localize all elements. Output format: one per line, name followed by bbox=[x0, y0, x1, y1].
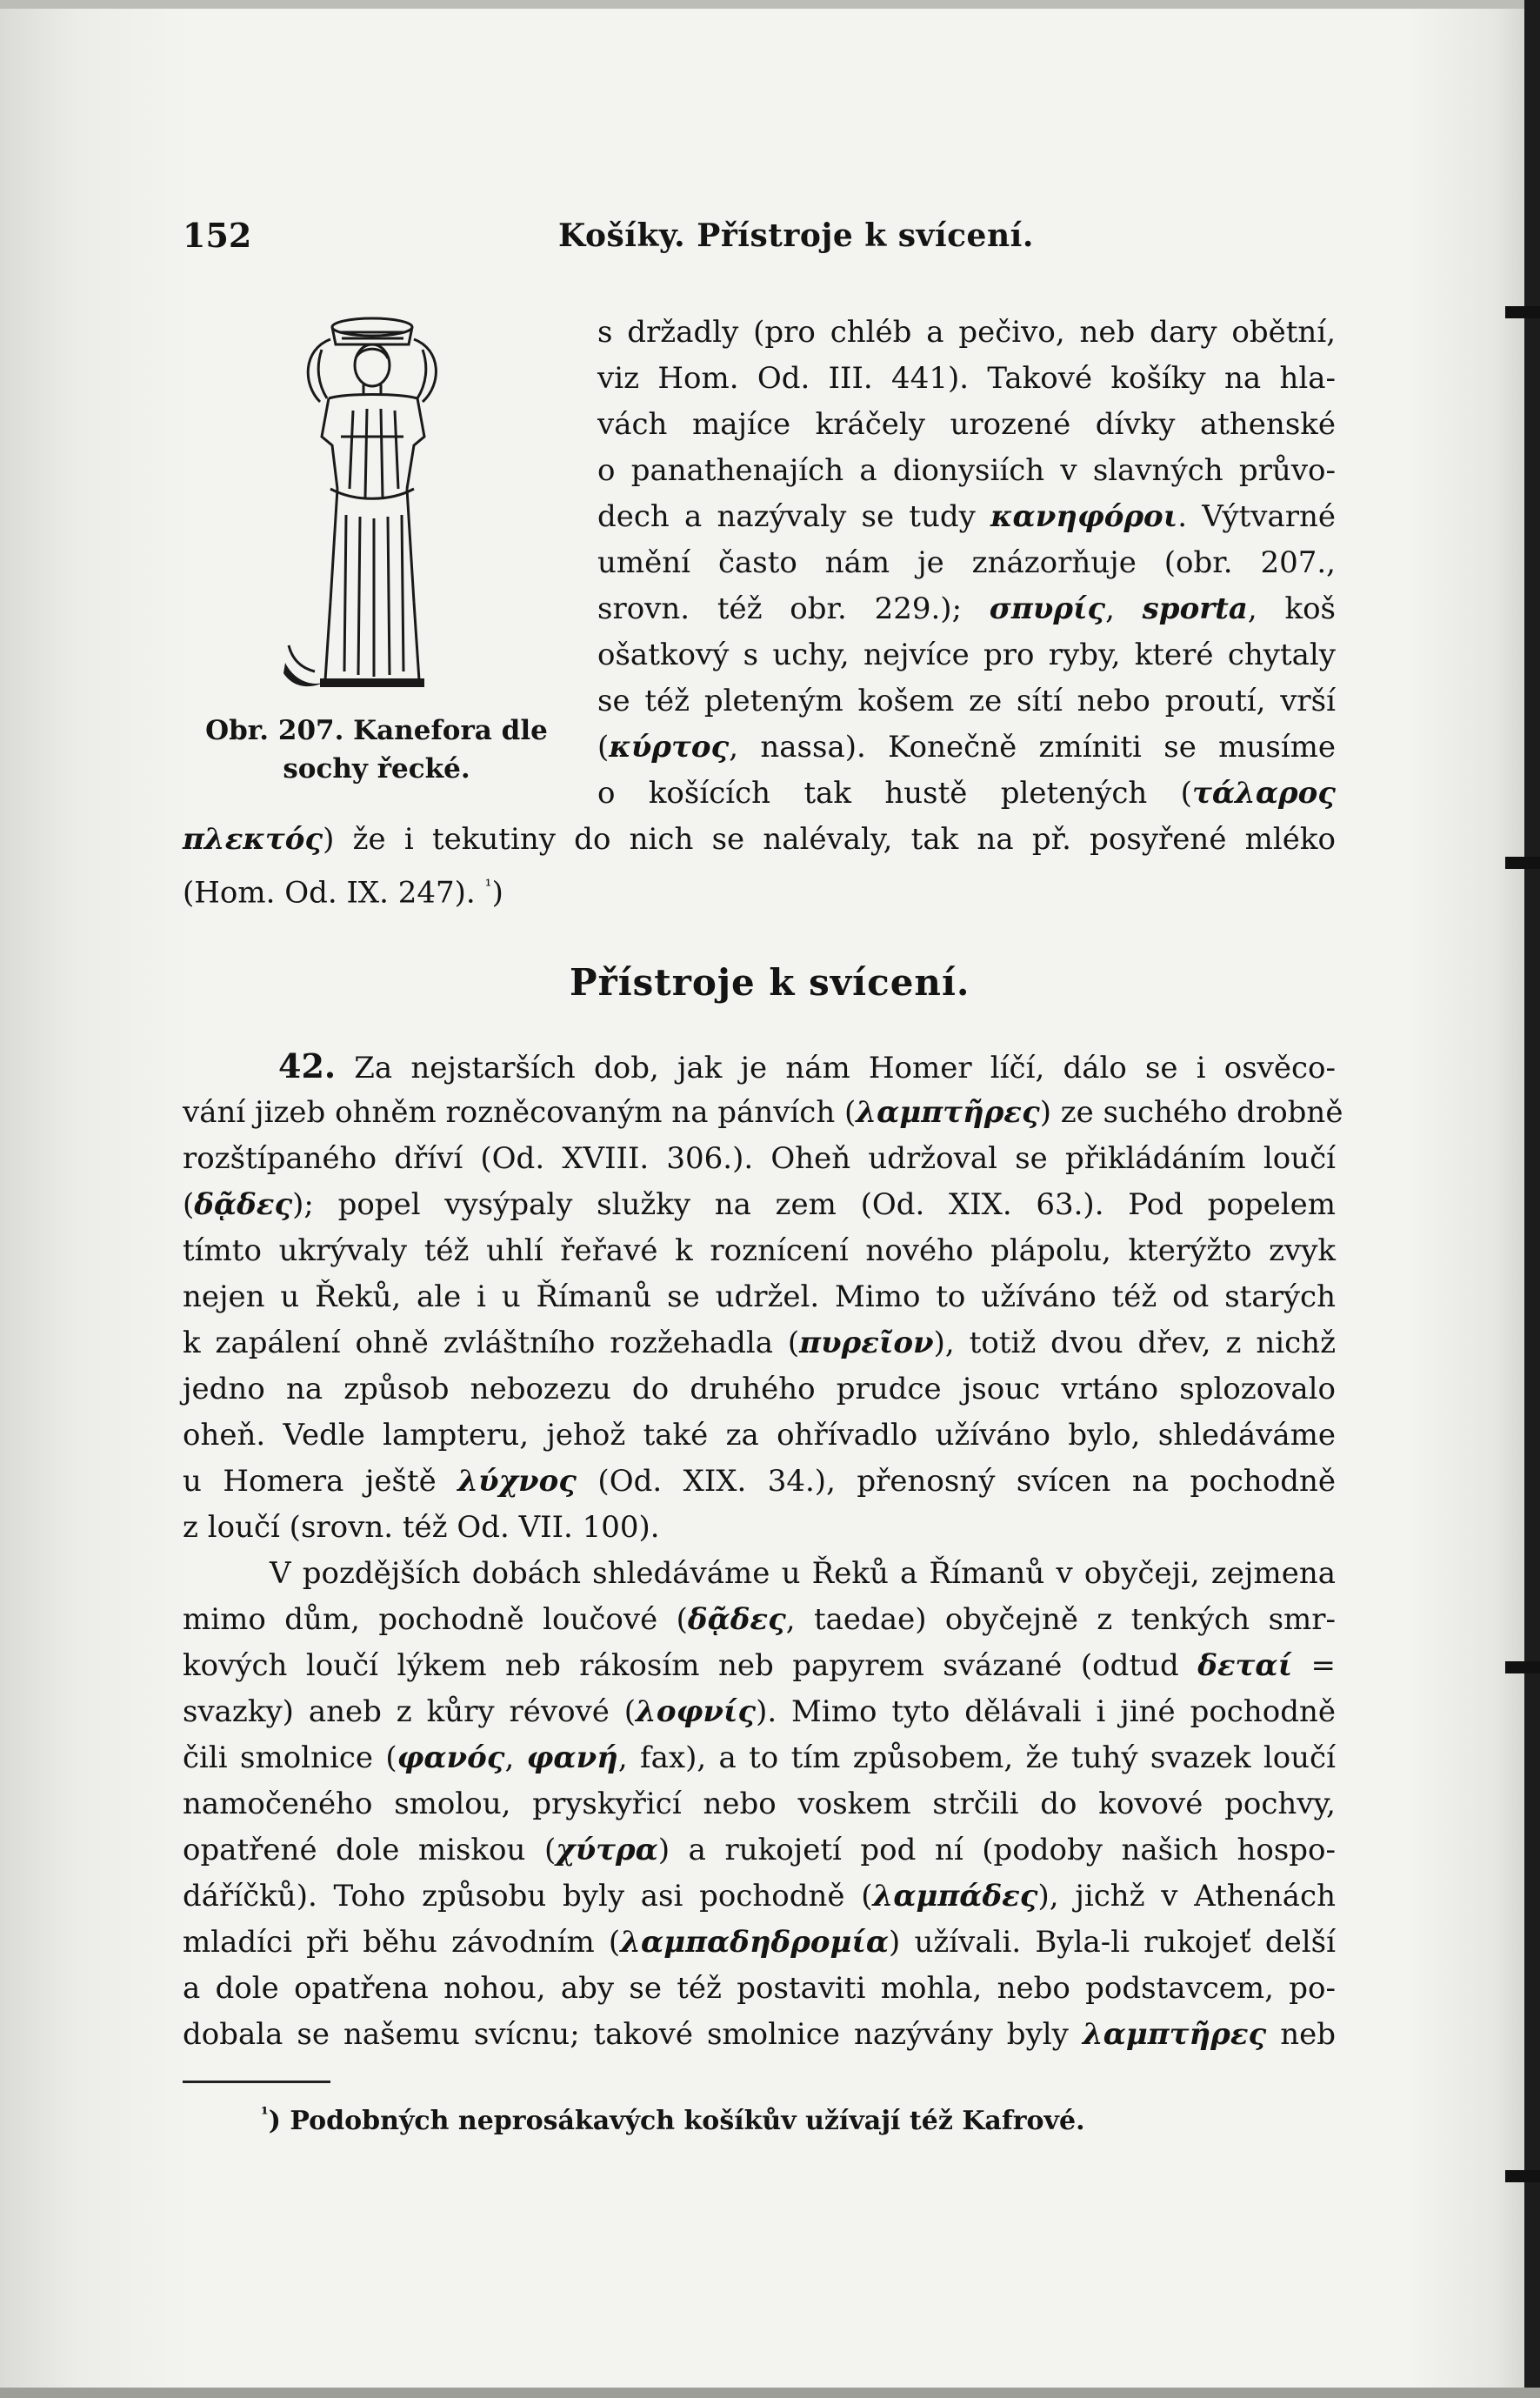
text-line: viz Hom. Od. III. 441). Takové košíky na hla- bbox=[597, 361, 1336, 396]
text-line: o panathenajích a dionysiích v slavných průvo- bbox=[597, 453, 1336, 488]
text-line: jedno na způsob nebozezu do druhého prudce jsouc vrtáno splozovalo bbox=[183, 1372, 1336, 1406]
text-line: rozštípaného dříví (Od. XVIII. 306.). Oheň udržoval se přikládáním loučí bbox=[183, 1141, 1336, 1176]
greek-term: δᾷδες bbox=[687, 1602, 786, 1637]
text-line: mimo dům, pochodně loučové (δᾷδες, taedae) obyčejně z tenkých smr- bbox=[183, 1602, 1337, 1637]
greek-term: φανός bbox=[397, 1740, 505, 1775]
scan-bottom-edge bbox=[0, 2388, 1540, 2398]
text-line: s držadly (pro chléb a pečivo, neb dary obětní, bbox=[597, 315, 1336, 350]
footnote-ref: ¹ bbox=[484, 875, 492, 896]
text-line: a dole opatřena nohou, aby se též postaviti mohla, nebo podstavcem, po- bbox=[183, 1971, 1336, 2006]
text-line: dech a nazývaly se tudy κανηφόροι. Výtvarné bbox=[597, 499, 1336, 534]
greek-term: λοφνίς bbox=[636, 1694, 757, 1729]
greek-term: κύρτος bbox=[609, 730, 730, 765]
greek-term: πλεκτός bbox=[183, 822, 323, 857]
text-line: V pozdějších dobách shledáváme u Řeků a Římanů v obyčeji, zejmena bbox=[270, 1556, 1336, 1591]
kanephora-statue-icon bbox=[277, 315, 468, 698]
figure-caption bbox=[198, 711, 555, 788]
binding-mark bbox=[1505, 857, 1540, 869]
text-line: namočeného smolou, pryskyřicí nebo voskem strčili do kovové pochvy, bbox=[183, 1787, 1336, 1821]
scan-right-edge bbox=[1524, 0, 1540, 2398]
text-line: mladíci při běhu závodním (λαμπαδηδρομία) užívali. Byla-li rukojeť delší bbox=[183, 1925, 1336, 1960]
greek-term: πυρεῖον bbox=[799, 1326, 934, 1360]
scan-top-edge bbox=[0, 0, 1540, 9]
greek-term: δεταί bbox=[1197, 1648, 1293, 1683]
footnote-rule bbox=[183, 2081, 330, 2083]
text-line: u Homera ještě λύχνος (Od. XIX. 34.), přenosný svícen na pochodně bbox=[183, 1464, 1336, 1499]
greek-term: τάλαρος bbox=[1191, 776, 1336, 811]
text-line: (κύρτος, nassa). Konečně zmíniti se musíme bbox=[597, 730, 1336, 765]
page-number: 152 bbox=[183, 216, 252, 255]
text-line: 42. Za nejstarších dob, jak je nám Homer líčí, dálo se i osvěco- bbox=[278, 1046, 1336, 1085]
text-line: kových loučí lýkem neb rákosím neb papyrem svázané (odtud δεταί = bbox=[183, 1648, 1337, 1683]
caption-line: sochy řecké. bbox=[283, 753, 470, 785]
text-line: dáříčků). Toho způsobu byly asi pochodně (λαμπάδες), jichž v Athenách bbox=[183, 1879, 1336, 1914]
greek-term: λαμπαδηδρομία bbox=[620, 1925, 890, 1960]
binding-mark bbox=[1505, 1661, 1540, 1673]
section-title: Přístroje k svícení. bbox=[570, 961, 970, 1004]
text-line: z loučí (srovn. též Od. VII. 100). bbox=[183, 1510, 660, 1545]
latin-term: sporta bbox=[1142, 591, 1248, 626]
greek-term: κανηφόροι bbox=[990, 499, 1178, 534]
greek-term: χύτρα bbox=[556, 1833, 658, 1867]
text-line: k zapálení ohně zvláštního rozžehadla (πυρεῖον), totiž dvou dřev, z nichž bbox=[183, 1326, 1336, 1360]
footnote bbox=[261, 2103, 1085, 2136]
greek-term: λαμπτῆρες bbox=[856, 1095, 1040, 1130]
running-title: Košíky. Přístroje k svícení. bbox=[558, 217, 1034, 254]
footnote-text: ) Podobných neprosákavých košíkův užívají též Kafrové. bbox=[268, 2106, 1085, 2136]
figure-207 bbox=[277, 315, 468, 698]
text-line: opatřené dole miskou (χύτρα) a rukojetí pod ní (podoby našich hospo- bbox=[183, 1833, 1337, 1867]
text-line: oheň. Vedle lampteru, jehož také za ohřívadlo užíváno bylo, shledáváme bbox=[183, 1418, 1336, 1453]
binding-mark bbox=[1505, 2170, 1540, 2182]
text-line: ošatkový s uchy, nejvíce pro ryby, které chytaly bbox=[597, 638, 1336, 672]
caption-line: Obr. 207. Kanefora dle bbox=[205, 715, 548, 746]
text-line: vách majíce kráčely urozené dívky athenské bbox=[597, 407, 1336, 442]
text-line: dobala se našemu svícnu; takové smolnice nazývány byly λαμπτῆρες neb bbox=[183, 2017, 1336, 2052]
binding-mark bbox=[1505, 306, 1540, 318]
text-line: se též pleteným košem ze sítí nebo proutí, vrší bbox=[597, 684, 1336, 718]
greek-term: λύχνος bbox=[457, 1464, 577, 1499]
greek-term: φανή bbox=[526, 1740, 618, 1775]
page-header bbox=[183, 216, 1348, 268]
text-line: čili smolnice (φανός, φανή, fax), a to tím způsobem, že tuhý svazek loučí bbox=[183, 1740, 1336, 1775]
text-line: srovn. též obr. 229.); σπυρίς, sporta, koš bbox=[597, 591, 1336, 626]
paragraph-number: 42. bbox=[278, 1046, 337, 1085]
footnote-marker: ¹ bbox=[261, 2103, 269, 2124]
text-line: vání jizeb ohněm rozněcovaným na pánvích (λαμπτῆρες) ze suchého drobně bbox=[183, 1095, 1343, 1130]
text-line: umění často nám je znázorňuje (obr. 207., bbox=[597, 545, 1336, 580]
text-line: (δᾷδες); popel vysýpaly služky na zem (Od. XIX. 63.). Pod popelem bbox=[183, 1187, 1336, 1222]
greek-term: λαμπάδες bbox=[872, 1879, 1038, 1914]
text-line: o košících tak hustě pletených (τάλαρος bbox=[597, 776, 1336, 811]
text-line: (Hom. Od. IX. 247). $^{^1}$) bbox=[183, 875, 503, 911]
text-line: πλεκτός) že i tekutiny do nich se nalévaly, tak na př. posyřené mléko bbox=[183, 822, 1336, 857]
text-line: svazky) aneb z kůry révové (λοφνίς). Mimo tyto dělávali i jiné pochodně bbox=[183, 1694, 1337, 1729]
greek-term: λαμπτῆρες bbox=[1082, 2017, 1267, 2052]
greek-term: σπυρίς bbox=[989, 591, 1106, 626]
text-line: nejen u Řeků, ale i u Římanů se udržel. Mimo to užíváno též od starých bbox=[183, 1279, 1336, 1314]
greek-term: δᾷδες bbox=[194, 1187, 293, 1222]
text-line: tímto ukrývaly též uhlí řeřavé k roznícení nového plápolu, kterýžto zvyk bbox=[183, 1233, 1336, 1268]
